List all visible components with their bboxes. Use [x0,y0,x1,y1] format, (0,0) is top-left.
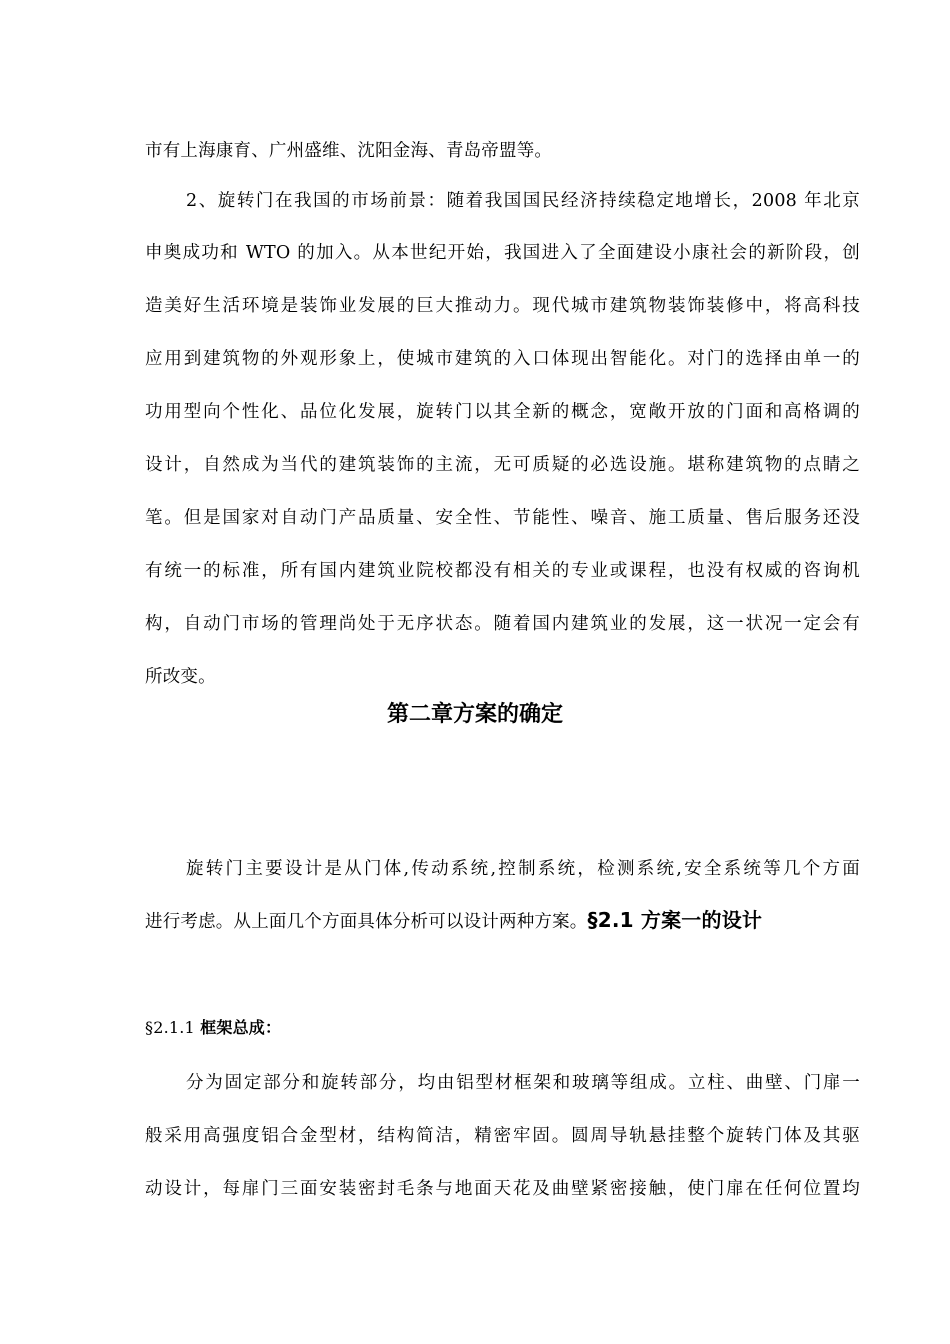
subsection-number: §2.1.1 [145,1018,201,1037]
para2-line-5: 功用型向个性化、品位化发展，旋转门以其全新的概念，宽敞开放的门面和高格调的 [145,402,860,422]
para2-line-7: 笔。但是国家对自动门产品质量、安全性、节能性、噪音、施工质量、售后服务还没 [145,508,860,528]
para2-line-2: 申奥成功和 WTO 的加入。从本世纪开始，我国进入了全面建设小康社会的新阶段，创 [145,243,860,263]
para2-line-8: 有统一的标准，所有国内建筑业院校都没有相关的专业或课程，也没有权威的咨询机 [145,561,860,581]
subsection-title: 框架总成： [200,1018,282,1037]
chapter-title: 第二章方案的确定 [386,702,563,727]
para4-line-3: 动设计，每扉门三面安装密封毛条与地面天花及曲壁紧密接触，使门扉在任何位置均 [145,1179,860,1199]
para3-line-2-text: 进行考虑。从上面几个方面具体分析可以设计两种方案。 [145,912,588,932]
para2-line-10: 所改变。 [145,667,216,687]
para2-line-6: 设计，自然成为当代的建筑装饰的主流，无可质疑的必选设施。堪称建筑物的点睛之 [145,455,860,475]
para3-line-1: 旋转门主要设计是从门体,传动系统,控制系统，检测系统,安全系统等几个方面 [186,859,860,879]
para4-line-1: 分为固定部分和旋转部分，均由铝型材框架和玻璃等组成。立柱、曲壁、门扉一 [186,1073,860,1093]
section-heading-2-1: §2.1 方案一的设计 [587,908,763,932]
para2-line-1: 2、旋转门在我国的市场前景：随着我国国民经济持续稳定地增长，2008 年北京 [186,191,860,211]
subsection-heading-2-1-1 [145,1016,860,1040]
para2-line-4: 应用到建筑物的外观形象上，使城市建筑的入口体现出智能化。对门的选择由单一的 [145,349,860,369]
para2-line-3: 造美好生活环境是装饰业发展的巨大推动力。现代城市建筑物装饰装修中，将高科技 [145,296,860,316]
para3-line-2 [145,908,860,934]
intro-tail-line: 市有上海康育、广州盛维、沈阳金海、青岛帝盟等。 [145,141,553,161]
para4-line-2: 般采用高强度铝合金型材，结构简洁，精密牢固。圆周导轨悬挂整个旋转门体及其驱 [145,1126,860,1146]
para2-line-9: 构，自动门市场的管理尚处于无序状态。随着国内建筑业的发展，这一状况一定会有 [145,614,860,634]
